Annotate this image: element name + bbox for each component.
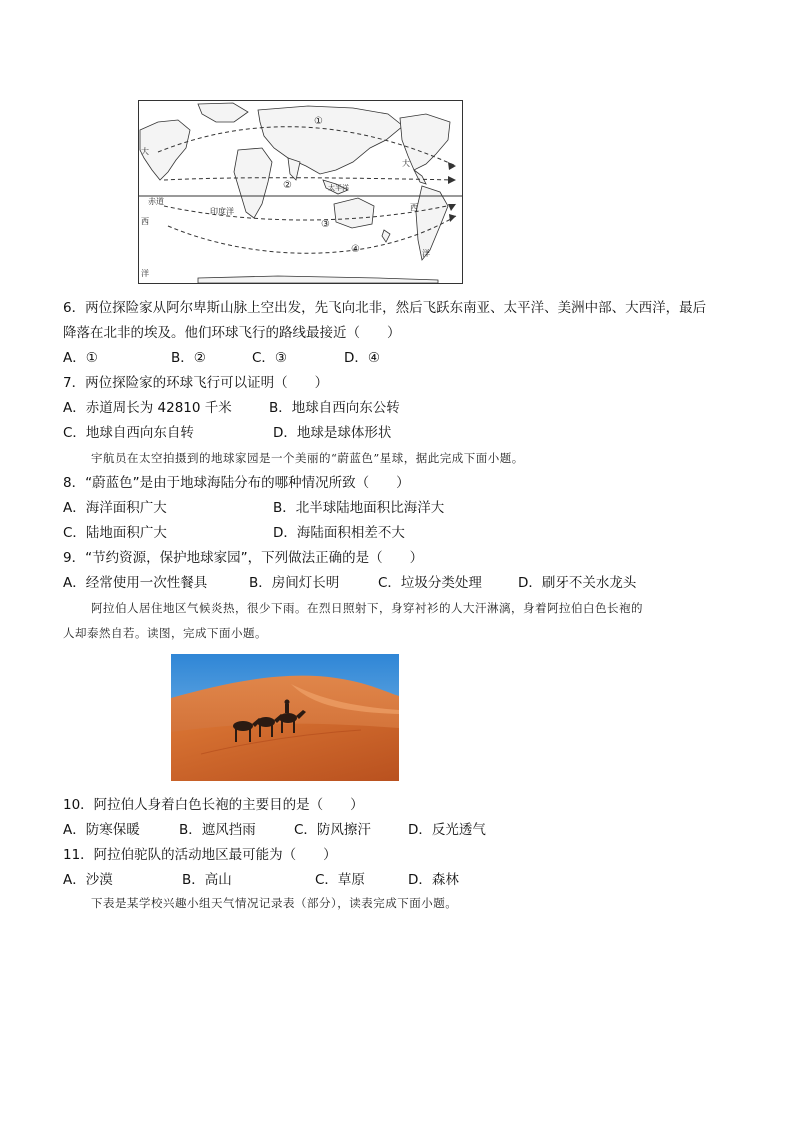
q10-option-c[interactable]: C．防风擦汗 bbox=[294, 822, 371, 838]
q6-option-a[interactable]: A．① bbox=[63, 350, 98, 366]
desert-scene bbox=[171, 654, 399, 781]
q9-option-b[interactable]: B．房间灯长明 bbox=[249, 575, 340, 591]
label-yang-right: 洋 bbox=[422, 249, 430, 258]
intro-weather-table: 下表是某学校兴趣小组天气情况记录表（部分），读表完成下面小题。 bbox=[91, 896, 458, 910]
q7-option-a[interactable]: A．赤道周长为 42810 千米 bbox=[63, 400, 232, 416]
q7-option-c[interactable]: C．地球自西向东自转 bbox=[63, 425, 194, 441]
q8-option-a[interactable]: A．海洋面积广大 bbox=[63, 500, 167, 516]
intro-arab-line2: 人却泰然自若。读图，完成下面小题。 bbox=[63, 626, 267, 640]
world-map-figure bbox=[138, 100, 463, 284]
label-xi-right: 西 bbox=[410, 203, 418, 212]
q6-option-c[interactable]: C．③ bbox=[252, 350, 288, 366]
q8-option-c[interactable]: C．陆地面积广大 bbox=[63, 525, 167, 541]
q10-option-b[interactable]: B．遮风挡雨 bbox=[179, 822, 256, 838]
label-equator: 赤道 bbox=[148, 197, 164, 206]
desert-camel-photo bbox=[171, 654, 399, 781]
label-da-right: 大 bbox=[402, 159, 410, 168]
q9-option-a[interactable]: A．经常使用一次性餐具 bbox=[63, 575, 208, 591]
q8-option-d[interactable]: D．海陆面积相差不大 bbox=[273, 525, 405, 541]
q11-option-b[interactable]: B．高山 bbox=[182, 872, 232, 888]
q8-option-b[interactable]: B．北半球陆地面积比海洋大 bbox=[273, 500, 445, 516]
q8-stem: 8．“蔚蓝色”是由于地球海陆分布的哪种情况所致（ ） bbox=[63, 475, 410, 491]
q10-option-d[interactable]: D．反光透气 bbox=[408, 822, 486, 838]
q11-stem: 11．阿拉伯驼队的活动地区最可能为（ ） bbox=[63, 847, 337, 863]
intro-arab-line1: 阿拉伯人居住地区气候炎热，很少下雨。在烈日照射下，身穿衬衫的人大汗淋漓，身着阿拉伯白色长袍的 bbox=[91, 601, 643, 615]
q11-option-d[interactable]: D．森林 bbox=[408, 872, 459, 888]
q9-option-d[interactable]: D．刷牙不关水龙头 bbox=[518, 575, 637, 591]
label-indian-ocean: 印度洋 bbox=[210, 207, 234, 216]
q9-option-c[interactable]: C．垃圾分类处理 bbox=[378, 575, 482, 591]
label-pacific: 太平洋 bbox=[328, 184, 349, 192]
label-da-left: 大 bbox=[141, 147, 149, 156]
q6-option-b[interactable]: B．② bbox=[171, 350, 206, 366]
q11-option-a[interactable]: A．沙漠 bbox=[63, 872, 113, 888]
q11-option-c[interactable]: C．草原 bbox=[315, 872, 365, 888]
q6-stem-line1: 6．两位探险家从阿尔卑斯山脉上空出发，先飞向北非，然后飞跃东南亚、太平洋、美洲中部、大西洋，最后 bbox=[63, 300, 707, 316]
route-label-4: ④ bbox=[351, 244, 360, 255]
route-label-1: ① bbox=[314, 116, 323, 127]
q7-option-b[interactable]: B．地球自西向东公转 bbox=[269, 400, 400, 416]
q10-stem: 10．阿拉伯人身着白色长袍的主要目的是（ ） bbox=[63, 797, 364, 813]
world-map bbox=[138, 100, 463, 284]
q6-option-d[interactable]: D．④ bbox=[344, 350, 380, 366]
q9-stem: 9．“节约资源，保护地球家园”，下列做法正确的是（ ） bbox=[63, 550, 424, 566]
q10-option-a[interactable]: A．防寒保暖 bbox=[63, 822, 140, 838]
label-yang-left: 洋 bbox=[141, 269, 149, 278]
intro-earth-blue: 宇航员在太空拍摄到的地球家园是一个美丽的“蔚蓝色”星球，据此完成下面小题。 bbox=[91, 451, 524, 465]
q7-stem: 7．两位探险家的环球飞行可以证明（ ） bbox=[63, 375, 329, 391]
q7-option-d[interactable]: D．地球是球体形状 bbox=[273, 425, 392, 441]
route-label-3: ③ bbox=[321, 219, 330, 230]
route-label-2: ② bbox=[283, 180, 292, 191]
q6-stem-line2: 降落在北非的埃及。他们环球飞行的路线最接近（ ） bbox=[63, 325, 401, 341]
label-xi-left: 西 bbox=[141, 217, 149, 226]
